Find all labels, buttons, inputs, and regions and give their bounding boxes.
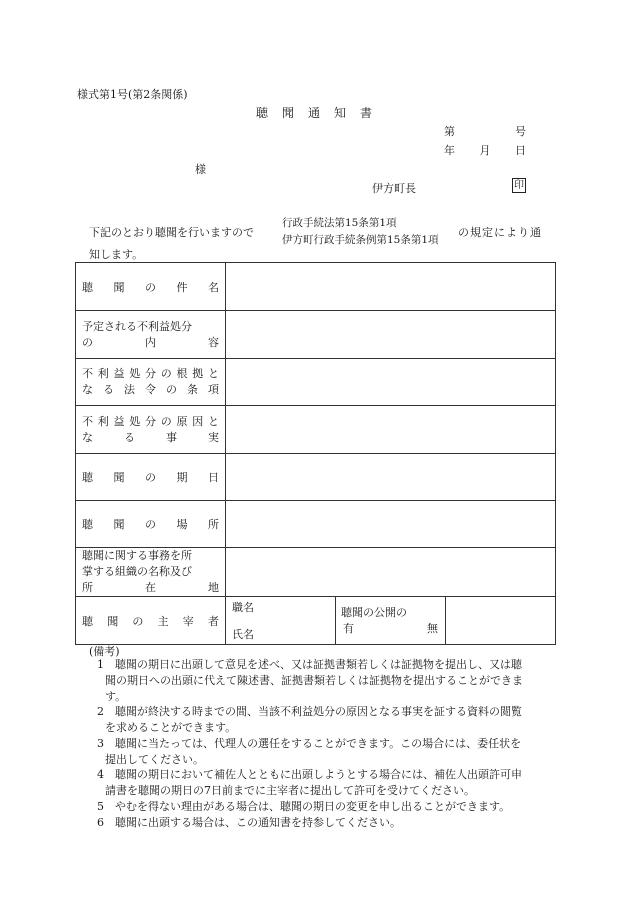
label-planned-disposition: 予定される不利益処分 の 内 容 <box>76 311 226 359</box>
date-year: 年 <box>444 144 455 157</box>
label-hearing-subject: 聴 聞 の 件 名 <box>76 263 226 311</box>
date-line <box>444 142 526 158</box>
intro-text-before: 下記のとおり聴聞を行いますので <box>89 226 254 239</box>
note-item: 5 やむを得ない理由がある場合は、聴聞の期日の変更を申し出ることができます。 <box>97 800 511 813</box>
table-row <box>76 263 556 311</box>
officer-name-label: 氏名 <box>232 628 254 641</box>
table-row <box>76 501 556 548</box>
table-row <box>76 406 556 454</box>
form-number: 様式第1号(第2条関係) <box>77 88 188 101</box>
table-row <box>76 454 556 501</box>
notes-heading: (備考) <box>89 645 120 658</box>
value-hearing-subject[interactable] <box>226 263 556 311</box>
value-legal-basis[interactable] <box>226 359 556 406</box>
date-day: 日 <box>515 144 526 157</box>
table-row <box>76 597 556 645</box>
issuer-name: 伊方町長 <box>372 182 416 195</box>
value-planned-disposition[interactable] <box>226 311 556 359</box>
date-month: 月 <box>479 144 491 157</box>
law-reference-act: 行政手続法第15条第1項 <box>282 217 397 229</box>
value-hearing-place[interactable] <box>226 501 556 548</box>
note-item: 2 聴聞が終決する時までの間、当該不利益処分の原因となる事実を証する資料の閲覧 を求めることができます。 <box>97 705 522 734</box>
label-hearing-date: 聴 聞 の 期 日 <box>76 454 226 501</box>
intro-text-line2: 知します。 <box>89 248 144 261</box>
note-item: 4 聴聞の期日において補佐人とともに出頭しようとする場合には、補佐人出頭許可申 請書を聴聞の期日の7日前までに主宰者に提出して許可を受けてください。 <box>97 768 522 797</box>
value-presiding-officer[interactable] <box>226 597 336 645</box>
value-office-location[interactable] <box>226 548 556 597</box>
table-row <box>76 548 556 597</box>
hearing-details-table <box>75 262 556 645</box>
addressee-suffix: 様 <box>195 163 206 176</box>
label-hearing-place: 聴 聞 の 場 所 <box>76 501 226 548</box>
label-presiding-officer: 聴 聞 の 主 宰 者 <box>76 597 226 645</box>
note-item: 6 聴聞に出頭する場合は、この通知書を持参してください。 <box>97 816 401 829</box>
number-suffix: 号 <box>515 125 526 138</box>
intro-text-after: の規定により通 <box>458 226 542 239</box>
label-publicity: 聴聞の公開の 有 無 <box>336 597 446 645</box>
officer-title-label: 職名 <box>232 601 254 614</box>
value-cause-facts[interactable] <box>226 406 556 454</box>
document-title: 聴聞通知書 <box>256 106 387 120</box>
label-office-location: 聴聞に関する事務を所 掌する組織の名称及び 所 在 地 <box>76 548 226 597</box>
number-prefix: 第 <box>444 125 455 138</box>
label-legal-basis: 不 利 益 処 分 の 根 拠 と な る 法 令 の 条 項 <box>76 359 226 406</box>
document-number-line <box>444 123 526 139</box>
seal-mark: 印 <box>514 180 524 191</box>
table-row <box>76 311 556 359</box>
note-item: 1 聴聞の期日に出頭して意見を述べ、又は証拠書類若しくは証拠物を提出し、又は聴 聞の期日への出頭に代えて陳述書、証拠書類若しくは証拠物を提出することができま す。 <box>97 658 523 703</box>
table-row <box>76 359 556 406</box>
law-reference-ordinance: 伊方町行政手続条例第15条第1項 <box>282 234 439 246</box>
value-publicity[interactable] <box>446 597 556 645</box>
label-cause-facts: 不 利 益 処 分 の 原 因 と な る 事 実 <box>76 406 226 454</box>
value-hearing-date[interactable] <box>226 454 556 501</box>
note-item: 3 聴聞に当たっては、代理人の選任をすることができます。この場合には、委任状を 提出してください。 <box>97 737 522 766</box>
